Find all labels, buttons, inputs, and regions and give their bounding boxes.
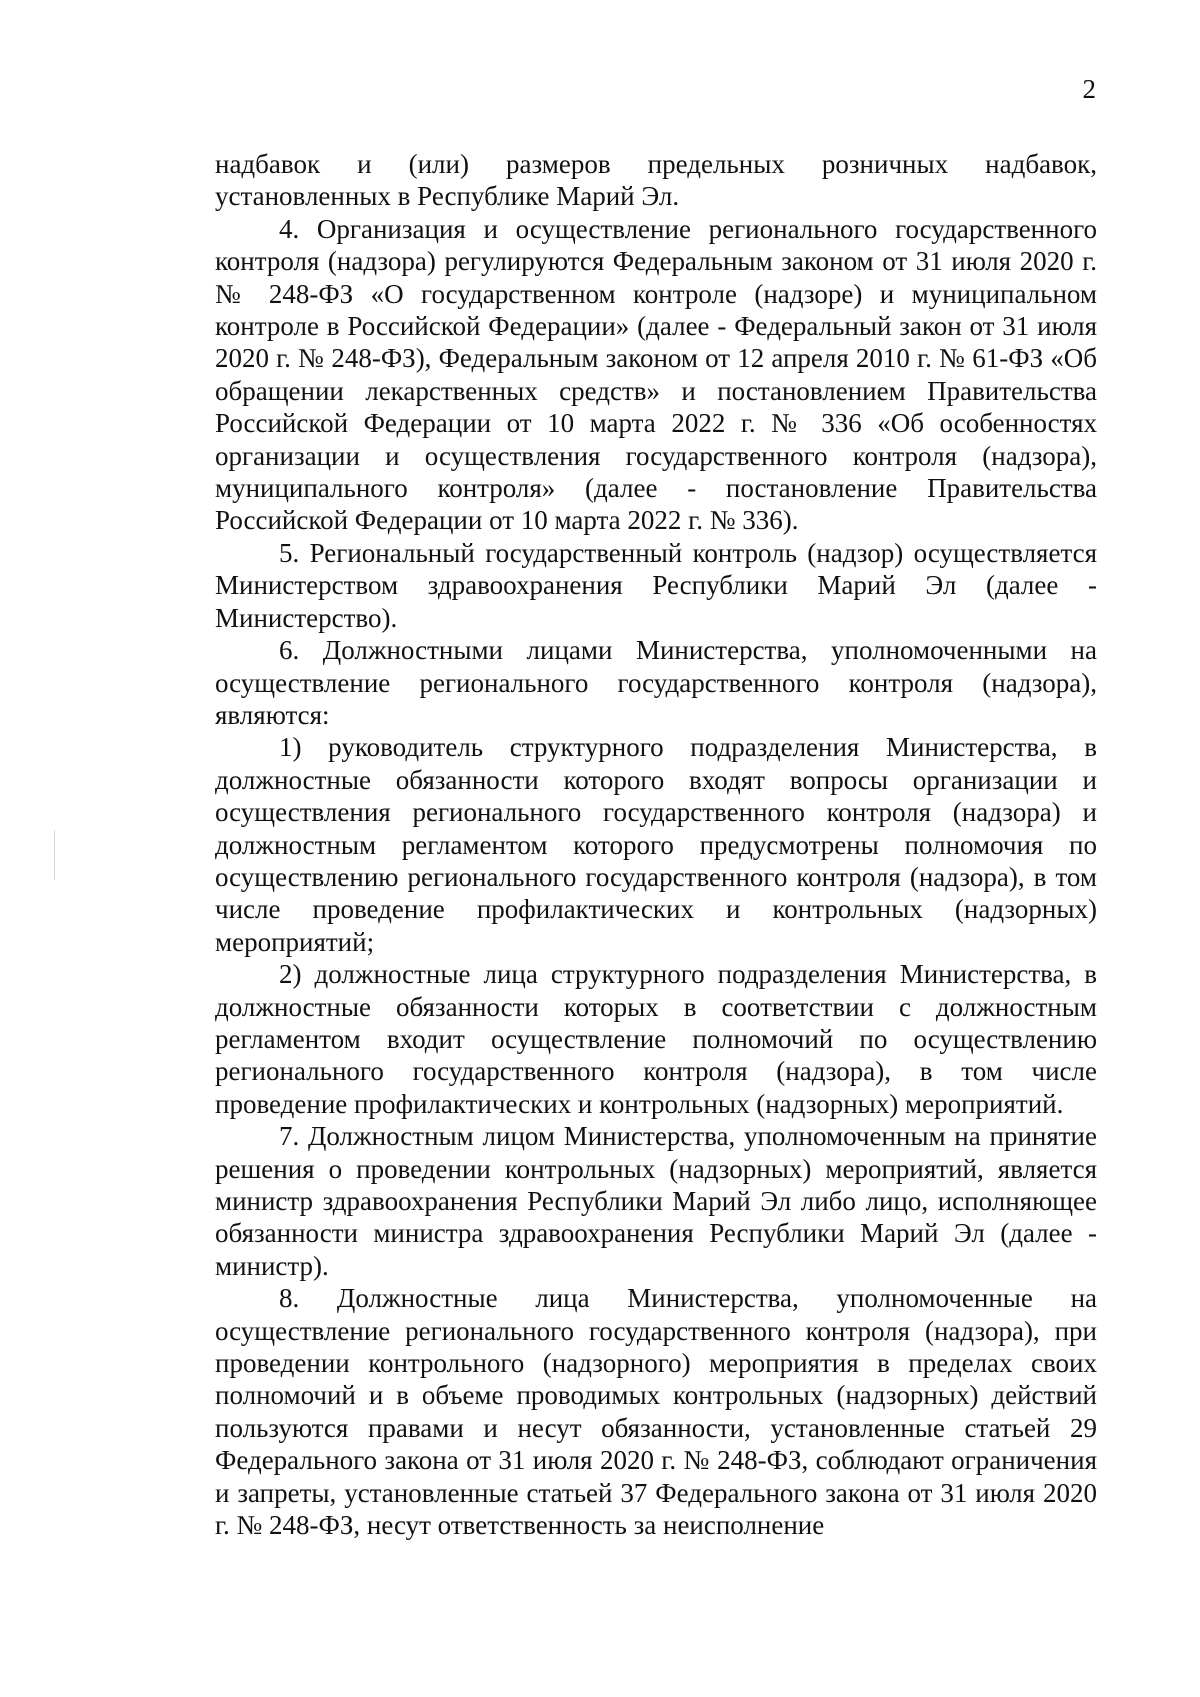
paragraph-8: 8. Должностные лица Министерства, уполномоченные на осуществление регионального государственного контроля (надзора), при проведении контрольного (надзорного) мероприятия в пределах своих полномочий и в объеме проводимых контрольных (надзорных) действий пользуются правами и несут обязанности, установленные статьей 29 Федерального закона от 31 июля 2020 г. № 248-ФЗ, соблюдают ограничения и запреты, установленные статьей 37 Федерального закона от 31 июля 2020 г. № 248-ФЗ, несут ответственность за неисполнение [215, 1283, 1097, 1541]
paragraph-7: 7. Должностным лицом Министерства, уполномоченным на принятие решения о проведении контрольных (надзорных) мероприятий, является министр здравоохранения Республики Марий Эл либо лицо, исполняющее обязанности министра здравоохранения Республики Марий Эл (далее - министр). [215, 1121, 1097, 1281]
paragraph-6: 6. Должностными лицами Министерства, уполномоченными на осуществление регионального государственного контроля (надзора), являются: [215, 635, 1097, 730]
paragraph-6-item-1: 1) руководитель структурного подразделения Министерства, в должностные обязанности которого входят вопросы организации и осуществления регионального государственного контроля (надзора) и должностным регламентом которого предусмотрены полномочия по осуществлению регионального государственного контроля (надзора), в том числе проведение профилактических и контрольных (надзорных) мероприятий; [215, 732, 1097, 957]
document-body [215, 148, 1097, 1541]
page-number: 2 [1082, 74, 1096, 104]
paragraph-6-item-2: 2) должностные лица структурного подразделения Министерства, в должностные обязанности которых в соответствии с должностным регламентом входит осуществление полномочий по осуществлению регионального государственного контроля (надзора), в том числе проведение профилактических и контрольных (надзорных) мероприятий. [215, 959, 1097, 1119]
scan-artifact [54, 830, 55, 880]
paragraph-continuation: надбавок и (или) размеров предельных розничных надбавок, установленных в Республике Марий Эл. [215, 149, 1097, 212]
paragraph-5: 5. Региональный государственный контроль (надзор) осуществляется Министерством здравоохранения Республики Марий Эл (далее - Министерство). [215, 537, 1097, 633]
paragraph-4: 4. Организация и осуществление регионального государственного контроля (надзора) регулируются Федеральным законом от 31 июля 2020 г. № 248-ФЗ «О государственном контроле (надзоре) и муниципальном контроле в Российской Федерации» (далее - Федеральный закон от 31 июля 2020 г. № 248-ФЗ), Федеральным законом от 12 апреля 2010 г. № 61-ФЗ «Об обращении лекарственных средств» и постановлением Правительства Российской Федерации от 10 марта 2022 г. № 336 «Об особенностях организации и осуществления государственного контроля (надзора), муниципального контроля» (далее - постановление Правительства Российской Федерации от 10 марта 2022 г. № 336). [215, 213, 1097, 536]
